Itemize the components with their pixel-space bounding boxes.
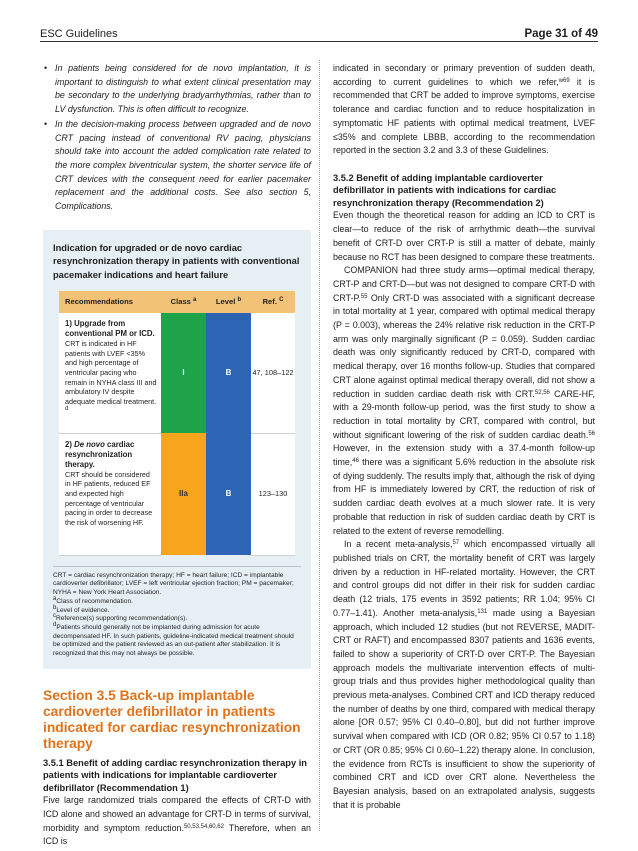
paragraph: Five large randomized trials compared the effects of CRT-D with ICD alone and showed an advantage for CRT-D in terms of survival, morbidity and symptom reduction.$^{50,53,54,60,62}$ Therefore, when an ICD is <box>43 795 311 847</box>
table-row <box>59 313 295 433</box>
class-cell: I <box>161 313 206 433</box>
footnote: $^c$Reference(s) supporting recommendation(s). <box>53 613 188 623</box>
footnote: $^a$Class of recommendation. <box>53 595 133 605</box>
table-footnotes <box>53 566 301 659</box>
recommendation-table <box>59 291 295 556</box>
left-column <box>43 62 311 849</box>
paragraph: COMPANION had three study arms—optimal medical therapy, CRT-P and CRT-D—but was not designed to compare CRT-D with CRT-P.$^{55}$ Only CRT-D was associated with a significant decrease in total mortality at 1 year, compared with optimal medical therapy (P = 0.003), whereas the 24% relative risk reduction in the CRT-P arm was only marginally significant (P = 0.059). Sudden cardiac death was only significantly reduced by CRT-D, compared with medical therapy, over 16 months follow-up. Studies that compared CRT alone against optimal medical therapy overall, did not show a reduction in sudden cardiac death risk with CRT.$^{52,56}$ CARE-HF, with a 29-month follow-up period, was the first study to show a reduction in total mortality by CRT, compared with control, but without significant lowering of the risk of sudden cardiac death.$^{56}$ However, in the extension study with a 37.4-month follow-up time,$^{46}$ there was a significant 5.6% reduction in the absolute risk of dying suddenly. The results imply that, although the risk of dying from HF is immediately lowered by CRT, the reduction of risk of sudden cardiac death evolves at a much slower rate. It is very probable that reduction in risk of sudden cardiac death by CRT is related to the extent of reverse remodelling. <box>333 265 595 536</box>
box-title: Indication for upgraded or de novo cardiac resynchronization therapy in patients with conventional pacemaker indications and heart failure <box>53 242 300 280</box>
recommendation-title: 1) Upgrade from conventional PM or ICD. <box>65 319 155 339</box>
table-header-row <box>59 291 295 313</box>
level-cell: B <box>206 433 251 555</box>
subsection-title: 3.5.2 Benefit of adding implantable cardioverter defibrillator in patients with indications for cardiac resynchronization therapy (Recommendation 2) <box>333 172 557 208</box>
recommendation-box <box>43 230 311 669</box>
paragraph: indicated in secondary or primary prevention of sudden death, according to current guidelines to which we refer,$^{w69}$ it is recommended that CRT be added to improve symptoms, exercise tolerance and cardiac function and to reduce hospitalization in symptomatic HF patients with optimal medical treatment, LVEF ≤35% and complete LBBB, according to the recommendation reported in the section 3.2 and 3.3 of these Guidelines. <box>333 63 595 156</box>
recommendation-text: 2) De novo cardiac resynchronization therapy. CRT should be considered in HF patients, reduced EF and expected high percentage of ventricular pacing in order to decrease the risk of worsening HF. <box>59 433 161 555</box>
column-divider <box>319 60 320 831</box>
footnote: $^d$Patients should generally not be implanted during admission for acute decompensated HF. In such patients, guideline-indicated medical treatment should be optimized and the patient reviewed as an out-patient after stabilization. It is recognized that this may not always be possible. <box>53 621 294 658</box>
ref-cell: 47, 108–122 <box>251 313 295 433</box>
header-recommendations: Recommendations <box>59 291 161 313</box>
level-cell: B <box>206 313 251 433</box>
header-ref: Ref. $^C$ <box>251 291 295 313</box>
class-cell: IIa <box>161 433 206 555</box>
paragraph: In a recent meta-analysis,$^{57}$ which encompassed virtually all published trials on CRT, the mortality benefit of CRT was largely driven by a reduction in HF-related mortality. However, the CRT and control groups did not differ in their risk for sudden cardiac death (12 trials, 175 events in 3592 patients; RR 1.04; 95% CI 0.77–1.41). Another meta-analysis,$^{131}$ made using a Bayesian approach, which included 12 studies (but not REVERSE, MADIT-CRT or RAFT) and encompassed 8307 patients and 1636 events, failed to show a superiority of CRT-D over CRT-P. The Bayesian approach models the multivariate intervention effects of multi-group trials and thus provides higher methodological quality than previous meta-analyses. Combined CRT and ICD therapy reduced the number of deaths by one third, compared with medical therapy alone [OR 0.57; 95% CI 0.40–0.80], but did not further improve survival when compared with ICD (OR 0.82; 95% CI 0.57 to 1.18) or CRT (OR 0.85; 95% CI 0.60–1.22) therapy alone. In conclusion, the evidence from RCTs is insufficient to show the superiority of combined CRT and ICD over CRT alone. Nevertheless the Bayesian analysis, based on an extrapolated analysis, suggests that it is probable <box>333 539 595 810</box>
right-column <box>333 62 595 812</box>
recommendation-title: 2) De novo cardiac resynchronization therapy. <box>65 439 135 469</box>
section-title: Section 3.5 Back-up implantable cardioverter defibrillator in patients indicated for cardiac resynchronization therapy <box>43 687 301 751</box>
subsection-title: 3.5.1 Benefit of adding cardiac resynchronization therapy in patients with indications for implantable cardioverter defibrillator (Recommendation 1) <box>43 757 307 793</box>
paragraph: Even though the theoretical reason for adding an ICD to CRT is clear—to reduce of the risk of arrhythmic death—the survival benefit of CRT-D over CRT-P is still a matter of debate, mainly because no RCT has been designed to compare these treatments. <box>333 210 595 262</box>
journal-label: ESC Guidelines <box>40 28 118 40</box>
table-row <box>59 433 295 555</box>
header-class: Class $^a$ <box>161 291 206 313</box>
recommendation-text: 1) Upgrade from conventional PM or ICD. CRT is indicated in HF patients with LVEF <35% and high percentage of ventricular pacing who remain in NYHA class III and ambulatory IV despite adequate medical treatment. $^d$ <box>59 313 161 433</box>
bullet-list <box>43 62 311 214</box>
bullet-item: • In patients being considered for de novo implantation, it is important to distinguish to what extent clinical presentation may be secondary to the underlying bradyarrhythmias, rather than to LV dysfunction. This is often difficult to recognize. <box>43 62 311 117</box>
footnote-abbreviations: CRT = cardiac resynchronization therapy; HF = heart failure; ICD = implantable cardioverter defibrillator; LVEF = left ventricular ejection fraction; PM = pacemaker; NYHA = New York Heart Association. <box>53 571 294 597</box>
ref-cell: 123–130 <box>251 433 295 555</box>
header-level: Level $^b$ <box>206 291 251 313</box>
footnote: $^b$Level of evidence. <box>53 604 110 614</box>
bullet-item: • In the decision-making process between upgraded and de novo CRT pacing instead of conventional RV pacing, physicians should take into account the added complication rate related to the more complex biventricular system, the shorter service life of CRT devices with the consequent need for earlier pacemaker replacement and the additional costs. See also section 5, Complications. <box>43 118 311 214</box>
header-rule <box>40 41 598 42</box>
page-header <box>40 16 598 40</box>
page-number: Page 31 of 49 <box>524 28 598 40</box>
